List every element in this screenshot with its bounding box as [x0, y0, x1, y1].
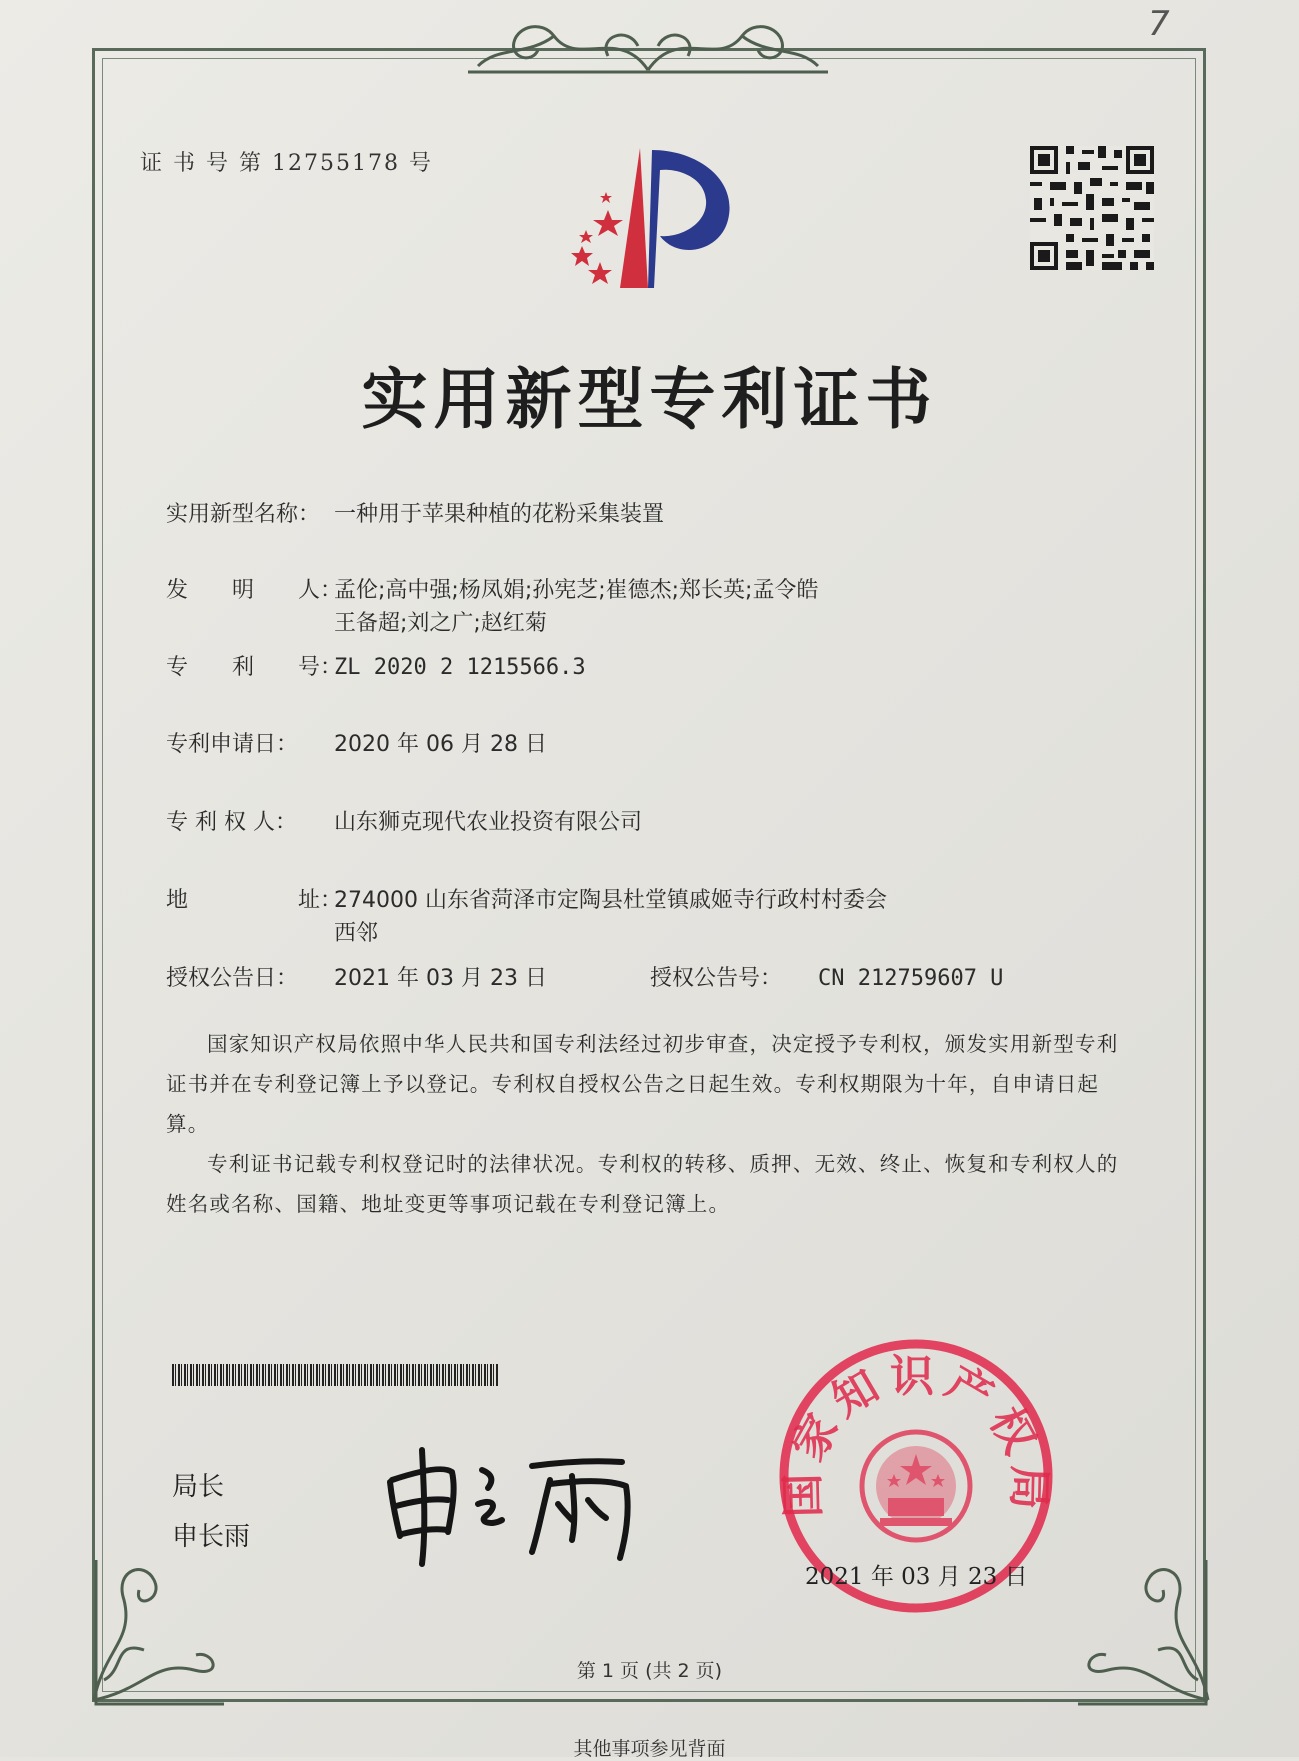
address-line-2: 西邻 — [334, 921, 379, 946]
cnipa-logo-icon — [548, 140, 748, 300]
qr-code-icon — [1030, 146, 1154, 270]
certificate-number: 证 书 号 第 12755178 号 — [140, 151, 433, 176]
paragraph-1: 国家知识产权局依照中华人民共和国专利法经过初步审查，决定授予专利权，颁发实用新型专利证书并在专利登记簿上予以登记。专利权自授权公告之日起生效。专利权期限为十年，自申请日起算。 — [166, 1032, 1119, 1136]
patentee-label: 专 利 权 人： — [166, 810, 297, 835]
name-label: 实用新型名称： — [166, 502, 321, 527]
inventor-label: 发 明 人： — [166, 578, 343, 603]
seal-text: 国家知识产权局 — [777, 1350, 1055, 1518]
inventor-line-2: 王备超;刘之广;赵红菊 — [334, 611, 547, 636]
grant-date-label: 授权公告日： — [166, 966, 299, 991]
address-label: 地 址： — [166, 888, 343, 913]
address-line-1: 274000 山东省菏泽市定陶县杜堂镇戚姬寺行政村村委会 — [334, 888, 887, 913]
seal-date: 2021 年 03 月 23 日 — [805, 1564, 1028, 1590]
inventor-line-1: 孟伦;高中强;杨凤娟;孙宪芝;崔德杰;郑长英;孟令皓 — [334, 578, 819, 603]
director-signature — [382, 1440, 662, 1570]
filing-date-label: 专利申请日： — [166, 732, 299, 757]
body-paragraphs — [166, 1024, 1136, 1224]
handwritten-mark: 7 — [1148, 4, 1170, 44]
patent-no-value: ZL 2020 2 1215566.3 — [334, 655, 586, 680]
grant-no-label: 授权公告号： — [650, 966, 783, 991]
barcode — [172, 1364, 498, 1386]
page-number: 第 1 页 (共 2 页) — [576, 1660, 723, 1682]
director-title: 局长 — [172, 1472, 225, 1502]
patentee-value: 山东狮克现代农业投资有限公司 — [334, 810, 643, 835]
grant-date-value: 2021 年 03 月 23 日 — [334, 966, 547, 991]
filing-date-value: 2020 年 06 月 28 日 — [334, 732, 547, 757]
certificate-title: 实用新型专利证书 — [361, 361, 938, 438]
paragraph-2: 专利证书记载专利权登记时的法律状况。专利权的转移、质押、无效、终止、恢复和专利权人的姓名或名称、国籍、地址变更等事项记载在专利登记簿上。 — [166, 1152, 1119, 1216]
grant-no-value: CN 212759607 U — [818, 966, 1004, 991]
footer-note: 其他事项参见背面 — [573, 1738, 726, 1760]
director-name: 申长雨 — [172, 1522, 251, 1552]
patent-no-label: 专 利 号： — [166, 655, 343, 680]
name-value: 一种用于苹果种植的花粉采集装置 — [334, 502, 665, 527]
top-ornament-icon — [458, 6, 838, 82]
